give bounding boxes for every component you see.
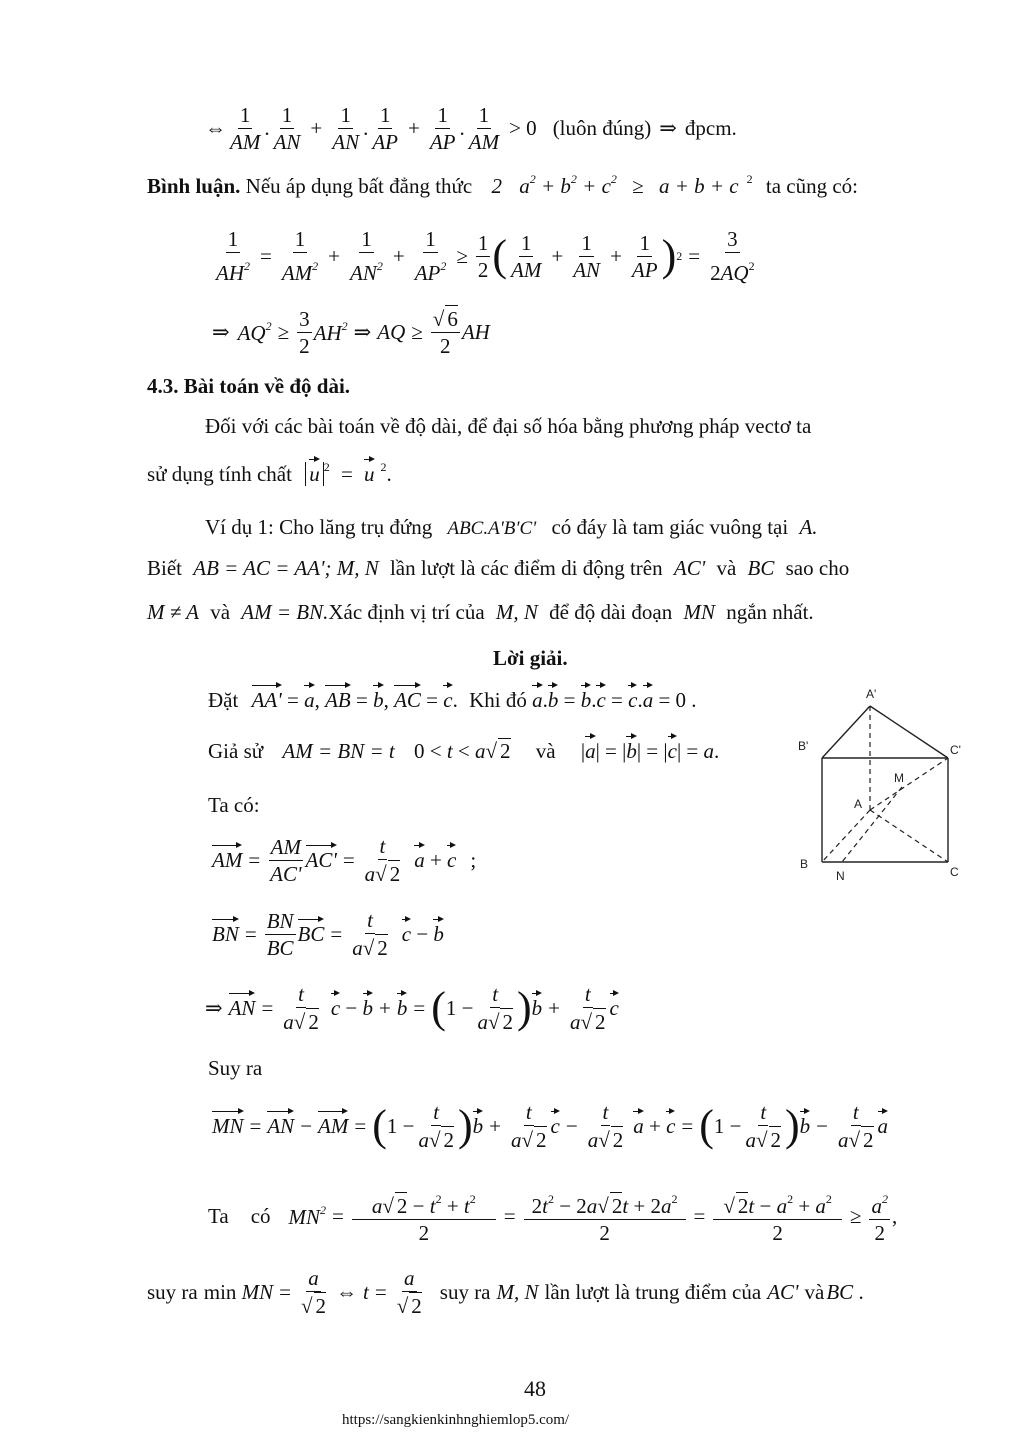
label-c-prime: C' (950, 743, 961, 757)
commentary-label: Bình luận. (147, 174, 241, 198)
section-paragraph-2: sử dụng tính chất u $^2$ = u $^2$. (147, 460, 392, 486)
solution-title: Lời giải. (493, 646, 568, 670)
mn-squared-line: Ta có $MN^2$ = $\frac{a√ 2 - t^2 + t^2}{2}$ = $\frac{2t^2 - 2a√ 2t + 2a^2}{2}$ = $\frac{√ 2t - a^2 + a^2}{2}$ ≥ $\frac{a^2}{2}$ , (208, 1180, 897, 1252)
edge-ap-cp (870, 706, 948, 758)
inequality-line-1: $\frac{1}{AH^2}$ = $\frac{1}{AM^2}$ + $\frac{1}{AN^2}$ + $\frac{1}{AP^2}$ ≥ $\frac{1}{2}$ ( $\frac{1}{AM}$ + $\frac{1}{AN}$ + $\frac{1}{AP}$ ) 2 = $\frac{3}{2AQ^2}$ (216, 227, 755, 285)
conclusion-line: suy ra min MN = $\frac{a}{√ 2}$ ⇔ t = $\frac{a}{√ 2}$ suy ra M, N lần lượt là trung điểm của AC' và BC . (147, 1266, 864, 1318)
example-line-3: M ≠ A và AM = BN.Xác định vị trí của M, N để độ dài đoạn MN ngắn nhất. (147, 600, 814, 624)
label-m: M (894, 771, 904, 785)
label-a: A (854, 797, 863, 811)
definition-line: Đặt AA' = a, AB = b, AC = c. Khi đó a.b = b.c = c.a = 0 . (208, 688, 697, 712)
segment-mn (842, 787, 902, 862)
commentary-line: Bình luận. Nếu áp dụng bất đẳng thức 2 $a^2 + b^2 + c^2 \ge a + b + c$ $^2$ ta cũng có: (147, 172, 858, 198)
label-b: B (800, 857, 809, 871)
label-b-prime: B' (798, 739, 809, 753)
always-true-text: (luôn đúng) (552, 115, 652, 140)
edge-a-cp (870, 758, 948, 810)
vector-am-line: AM = $\frac{AM}{AC'}$ AC' = $\frac{t}{a√ 2}$ a + c ; (212, 834, 477, 886)
ta-co-line: Ta có: (208, 793, 260, 817)
qed-text: đpcm. (684, 115, 737, 140)
assumption-line: Giả sử AM = BN = t 0 < t < a√ 2 và |a| = |b| = |c| = a. (208, 739, 720, 763)
vector-mn-line: MN = AN − AM = ( 1 − $\frac{t}{a√ 2}$ ) b + $\frac{t}{a√ 2}$ c − $\frac{t}{a√ 2}$ a + c = ( 1 − $\frac{t}{a√ 2}$ ) b − $\frac{t}{a√ 2}$ a (212, 1100, 889, 1152)
example-line-1: Ví dụ 1: Cho lăng trụ đứng ABC.A'B'C' có đáy là tam giác vuông tại A. (205, 515, 818, 539)
page-number: 48 (524, 1376, 546, 1401)
section-title: 4.3. Bài toán về độ dài. (147, 374, 351, 398)
prism-figure (770, 684, 970, 884)
section-paragraph-1: Đối với các bài toán về độ dài, để đại số hóa bằng phương pháp vectơ ta (205, 414, 812, 438)
commentary-text: Nếu áp dụng bất đẳng thức (245, 174, 473, 198)
commentary-tail: ta cũng có: (765, 174, 858, 198)
edge-ap-bp (822, 706, 870, 758)
label-n: N (836, 869, 845, 883)
suy-ra-line: Suy ra (208, 1056, 263, 1080)
edge-a-b (822, 810, 870, 862)
footer-url[interactable]: https://sangkienkinhnghiemlop5.com/ (342, 1412, 570, 1428)
vector-an-line: ⇒ AN = $\frac{t}{a√ 2}$ c − b + b = ( 1 − $\frac{t}{a√ 2}$ ) b + $\frac{t}{a√ 2}$ c (205, 982, 619, 1034)
label-a-prime: A' (866, 687, 877, 701)
label-c: C (950, 865, 959, 879)
example-line-2: Biết AB = AC = AA'; M, N lần lượt là các điểm di động trên AC' và BC sao cho (147, 556, 850, 580)
equivalence-line: ⇔ $\frac{1}{AM}$ . $\frac{1}{AN}$ + $\frac{1}{AN}$ . $\frac{1}{AP}$ + $\frac{1}{AP}$ . $\frac{1}{AM}$ > 0 (luôn đúng) ⇒ đpcm. (205, 102, 737, 154)
vector-bn-line: BN = $\frac{BN}{BC}$ BC = $\frac{t}{a√ 2}$ c − b (212, 908, 444, 960)
inequality-line-2: ⇒ $AQ^2$ ≥ $\frac{3}{2}$ $AH^2$ ⇒ AQ ≥ $\frac{√ 6}{2}$ AH (212, 306, 490, 358)
edge-a-c (870, 810, 948, 862)
